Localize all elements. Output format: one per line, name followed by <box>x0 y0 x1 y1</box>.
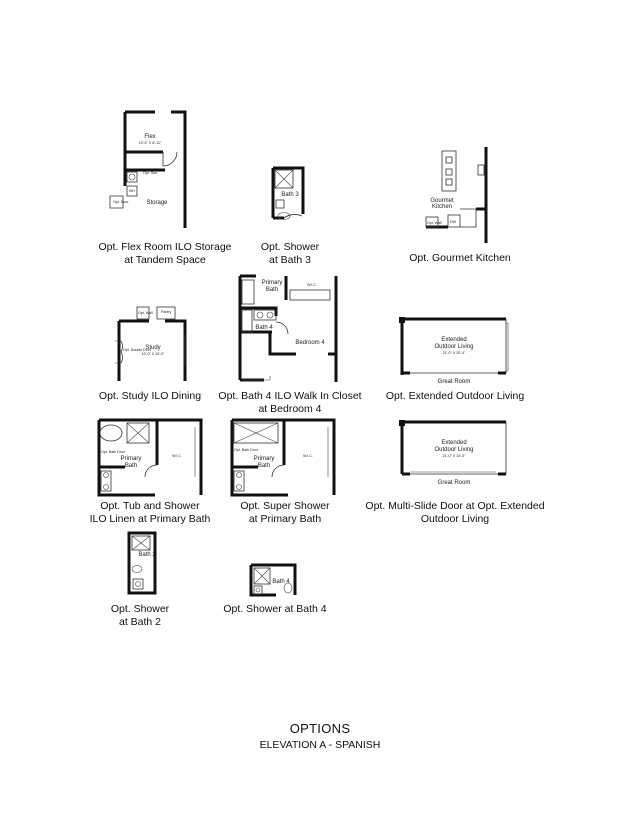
plan-bath4-label-a: Bath 4 <box>255 325 273 331</box>
plan-outdoor-living-label: Outdoor Living <box>434 344 474 350</box>
plan-bath-label-c: Bath <box>257 463 271 469</box>
plan-wh-label: WH <box>129 189 135 193</box>
plan-wic-label-c: W.I.C. <box>303 454 313 458</box>
plan-opt-door-label: Opt. Door <box>113 200 129 204</box>
plan-extended-outdoor <box>396 315 511 387</box>
caption-study: Opt. Study ILO Dining <box>98 390 202 402</box>
caption-gourmet-kitchen: Opt. Gourmet Kitchen <box>409 252 511 264</box>
plan-bath3-label: Bath 3 <box>281 192 299 198</box>
plan-storage-label: Storage <box>146 200 168 206</box>
plan-bath4-wic <box>236 272 344 384</box>
plan-study-dims: 10'-0" X 10'-0" <box>141 352 165 356</box>
plan-tub-shower <box>95 417 205 497</box>
plan-extended-dims: 21'-0" X 20'-0" <box>442 351 466 355</box>
plan-bath-3 <box>270 166 306 232</box>
caption-bath-2: Opt. Shower at Bath 2 <box>110 603 170 628</box>
plan-opt-wall-label: Opt. Wall <box>427 221 442 225</box>
caption-bath4-wic: Opt. Bath 4 ILO Walk In Closet at Bedroom 4 <box>218 390 362 415</box>
plan-flex-dims: 10'-0" X 8'-11" <box>138 141 162 145</box>
plan-opt-wall-study-label: Opt. Wall <box>138 311 153 315</box>
caption-flex-room: Opt. Flex Room ILO Storage at Tandem Space <box>98 241 232 266</box>
plan-outdoor-living-label-2: Outdoor Living <box>434 447 474 453</box>
plan-multi-slide-door <box>396 418 511 490</box>
caption-tub-shower: Opt. Tub and Shower ILO Linen at Primary Bath <box>89 500 211 525</box>
plan-gourmet-label: Gourmet <box>430 198 454 204</box>
plan-bath4-label-b: Bath 4 <box>272 579 290 585</box>
plan-wic-label-b: W.I.C. <box>172 454 182 458</box>
plan-extended-label: Extended <box>441 337 467 343</box>
plan-kitchen-label: Kitchen <box>431 204 453 210</box>
plan-opt-bath-door-label-c: Opt. Bath Door <box>234 448 258 452</box>
plan-pantry-label: Pantry <box>161 310 172 314</box>
plan-super-shower <box>228 417 338 497</box>
plan-great-room-label-2: Great Room <box>437 480 471 486</box>
plan-extended-label-2: Extended <box>441 440 467 446</box>
plan-wic-label-a: W.I.C. <box>307 283 317 287</box>
plan-great-room-label: Great Room <box>437 379 471 385</box>
plan-bath-2 <box>125 531 159 597</box>
plan-opt-bath-door-label-b: Opt. Bath Door <box>101 450 125 454</box>
plan-bath-4 <box>248 562 298 598</box>
caption-multi-slide-door: Opt. Multi-Slide Door at Opt. Extended Outdoor Living <box>365 500 545 525</box>
plan-primary-label-a: Primary <box>261 280 283 286</box>
caption-extended-outdoor: Opt. Extended Outdoor Living <box>385 390 525 402</box>
plan-opt-double-door-label: Opt. Double Door <box>123 348 151 352</box>
plan-bath-label-a: Bath <box>265 287 279 293</box>
plan-flex-label: Flex <box>144 134 156 140</box>
plan-gourmet-kitchen <box>420 147 492 243</box>
plan-dw-label: DW <box>450 220 456 224</box>
plan-study-label: Study <box>145 345 161 351</box>
plan-bedroom4-label: Bedroom 4 <box>295 340 325 346</box>
caption-super-shower: Opt. Super Shower at Primary Bath <box>240 500 330 525</box>
plan-study <box>113 305 188 383</box>
sheet-title: OPTIONS <box>289 721 351 736</box>
sheet-subtitle: ELEVATION A - SPANISH <box>259 739 381 751</box>
plan-extended-dims-2: 21'-0" X 10'-0" <box>442 454 466 458</box>
plan-flex-room <box>105 108 190 228</box>
plan-bath2-label: Bath 2 <box>138 552 156 558</box>
plan-primary-label-c: Primary <box>253 456 275 462</box>
plan-opt-stor-label: Opt. Stor <box>143 171 158 175</box>
plan-primary-label-b: Primary <box>120 456 142 462</box>
caption-bath-4: Opt. Shower at Bath 4 <box>223 603 327 615</box>
caption-bath-3: Opt. Shower at Bath 3 <box>260 241 320 266</box>
plan-bath-label-b: Bath <box>124 463 138 469</box>
